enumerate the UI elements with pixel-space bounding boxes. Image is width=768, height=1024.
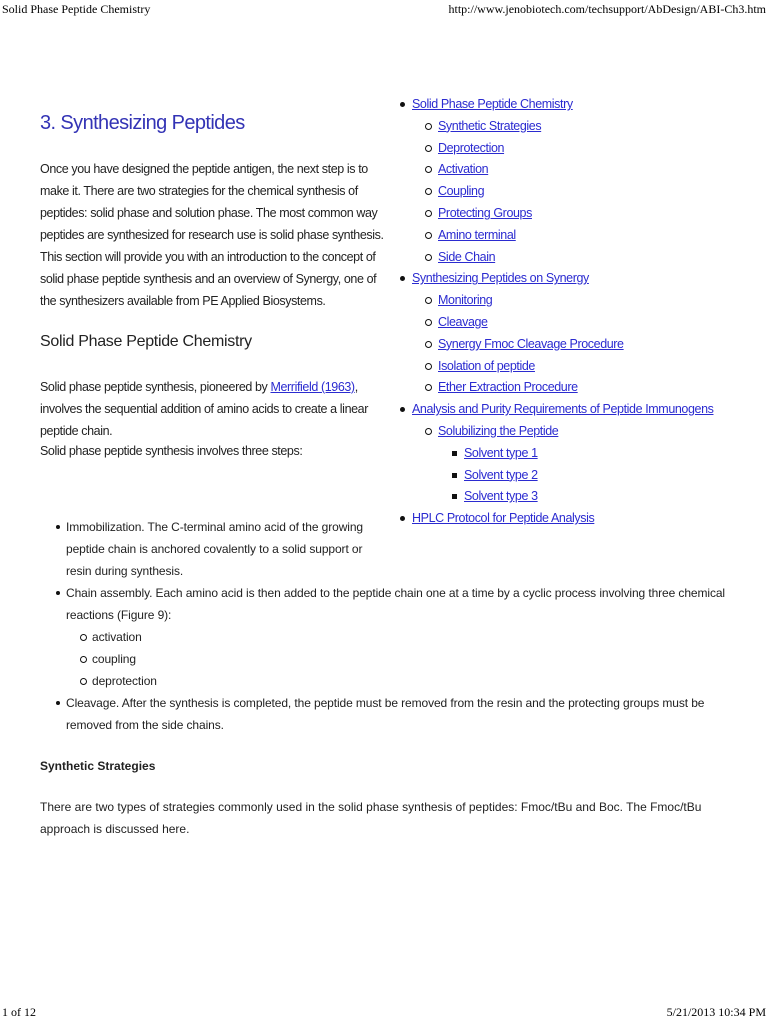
print-footer (0, 1005, 768, 1021)
merrifield-paragraph (40, 376, 390, 442)
list-item (40, 670, 740, 692)
toc-item (400, 247, 760, 269)
filled-bullet-icon (56, 701, 60, 705)
toc-item (400, 465, 760, 487)
toc-link[interactable]: Monitoring (438, 293, 493, 308)
hollow-bullet-icon (80, 656, 87, 663)
toc-link[interactable]: Synthesizing Peptides on Synergy (412, 271, 589, 286)
list-item (40, 582, 740, 626)
filled-bullet-icon (56, 525, 60, 529)
para1-before: Solid phase peptide synthesis, pioneered by (40, 380, 271, 394)
para1-after: , involves the sequential addition of amino acids to create a linear peptide chain. (40, 380, 368, 438)
toc-link[interactable]: Solvent type 1 (464, 445, 538, 460)
toc-link[interactable]: Coupling (438, 184, 485, 199)
hollow-bullet-icon (425, 123, 432, 130)
toc-item (400, 138, 760, 160)
print-header-title: Solid Phase Peptide Chemistry (2, 2, 151, 16)
toc-item (400, 116, 760, 138)
toc-item (400, 356, 760, 378)
toc-link[interactable]: Solid Phase Peptide Chemistry (412, 97, 573, 111)
toc-link[interactable]: Solvent type 3 (464, 489, 538, 504)
intro-paragraph: Once you have designed the peptide antigen, the next step is to make it. There are two strategies for the chemical synthesis of peptides: solid phase and solution phase. The most common way peptides are synthesized for research use is solid phase synthesis. This section will provide you with an introduction to the concept of solid phase peptide synthesis and an overview of Synergy, one of the synthesizers available from PE Applied Biosystems. (40, 162, 384, 308)
hollow-bullet-icon (425, 188, 432, 195)
merrifield-link[interactable]: Merrifield (1963) (270, 380, 355, 394)
synthetic-strategies-paragraph: There are two types of strategies commonly used in the solid phase synthesis of peptides: Fmoc/tBu and Boc. The Fmoc/tBu approach is discussed here. (40, 800, 702, 836)
toc-link[interactable]: Protecting Groups (438, 205, 532, 220)
section-heading: Solid Phase Peptide Chemistry (40, 333, 252, 350)
toc-link[interactable]: Activation (438, 162, 489, 177)
hollow-bullet-icon (425, 297, 432, 304)
list-item (40, 692, 740, 736)
hollow-bullet-icon (425, 384, 432, 391)
toc-item (400, 94, 760, 116)
list-item (40, 648, 740, 670)
toc-item (400, 399, 760, 421)
filled-bullet-icon (56, 591, 60, 595)
print-header-url: http://www.jenobiotech.com/techsupport/AbDesign/ABI-Ch3.htm (448, 2, 766, 16)
table-of-contents (400, 94, 760, 530)
toc-item (400, 268, 760, 290)
toc-item (400, 290, 760, 312)
synthetic-strategies-heading: Synthetic Strategies (40, 759, 156, 773)
print-header (0, 2, 768, 18)
page-counter: 1 of 12 (2, 1005, 36, 1019)
toc-link[interactable]: Analysis and Purity Requirements of Peptide Immunogens (412, 402, 714, 417)
toc-link[interactable]: Solvent type 2 (464, 467, 538, 482)
toc-item (400, 486, 760, 508)
filled-bullet-icon (400, 407, 405, 412)
step-chain-assembly: Chain assembly. Each amino acid is then added to the peptide chain one at a time by a cyclic process involving three chemical reactions (Figure 9): (66, 586, 725, 622)
filled-bullet-icon (400, 276, 405, 281)
toc-link[interactable]: Deprotection (438, 140, 505, 155)
toc-item (400, 225, 760, 247)
toc-item (400, 421, 760, 443)
page-title: 3. Synthesizing Peptides (40, 112, 245, 134)
toc-item (400, 159, 760, 181)
sub-step: deprotection (92, 674, 157, 688)
toc-link[interactable]: Cleavage (438, 314, 488, 329)
toc-link[interactable]: HPLC Protocol for Peptide Analysis (412, 511, 595, 526)
toc-link[interactable]: Amino terminal (438, 227, 516, 242)
toc-link[interactable]: Ether Extraction Procedure (438, 380, 578, 395)
step-immobilization: Immobilization. The C-terminal amino acid of the growing peptide chain is anchored covalently to a solid support or resin during synthesis. (66, 520, 363, 578)
hollow-bullet-icon (425, 341, 432, 348)
toc-item (400, 203, 760, 225)
toc-item (400, 377, 760, 399)
hollow-bullet-icon (425, 166, 432, 173)
three-steps-paragraph: Solid phase peptide synthesis involves three steps: (40, 444, 303, 458)
step-cleavage: Cleavage. After the synthesis is completed, the peptide must be removed from the resin and the protecting groups must be removed from the side chains. (66, 696, 705, 732)
hollow-bullet-icon (425, 319, 432, 326)
toc-link[interactable]: Synthetic Strategies (438, 118, 542, 133)
sub-step: activation (92, 630, 142, 644)
sub-step: coupling (92, 652, 136, 666)
hollow-bullet-icon (80, 678, 87, 685)
hollow-bullet-icon (80, 634, 87, 641)
square-bullet-icon (452, 451, 457, 456)
toc-item (400, 443, 760, 465)
square-bullet-icon (452, 494, 457, 499)
list-item (40, 516, 740, 582)
toc-item (400, 334, 760, 356)
toc-item (400, 312, 760, 334)
hollow-bullet-icon (425, 254, 432, 261)
steps-list (40, 516, 740, 736)
toc-link[interactable]: Synergy Fmoc Cleavage Procedure (438, 336, 624, 351)
filled-bullet-icon (400, 102, 405, 107)
toc-item (400, 181, 760, 203)
hollow-bullet-icon (425, 363, 432, 370)
print-timestamp: 5/21/2013 10:34 PM (666, 1005, 766, 1019)
hollow-bullet-icon (425, 145, 432, 152)
toc-link[interactable]: Isolation of peptide (438, 358, 535, 373)
hollow-bullet-icon (425, 232, 432, 239)
hollow-bullet-icon (425, 428, 432, 435)
hollow-bullet-icon (425, 210, 432, 217)
square-bullet-icon (452, 473, 457, 478)
toc-link[interactable]: Side Chain (438, 249, 496, 264)
list-item (40, 626, 740, 648)
toc-link[interactable]: Solubilizing the Peptide (438, 423, 559, 438)
